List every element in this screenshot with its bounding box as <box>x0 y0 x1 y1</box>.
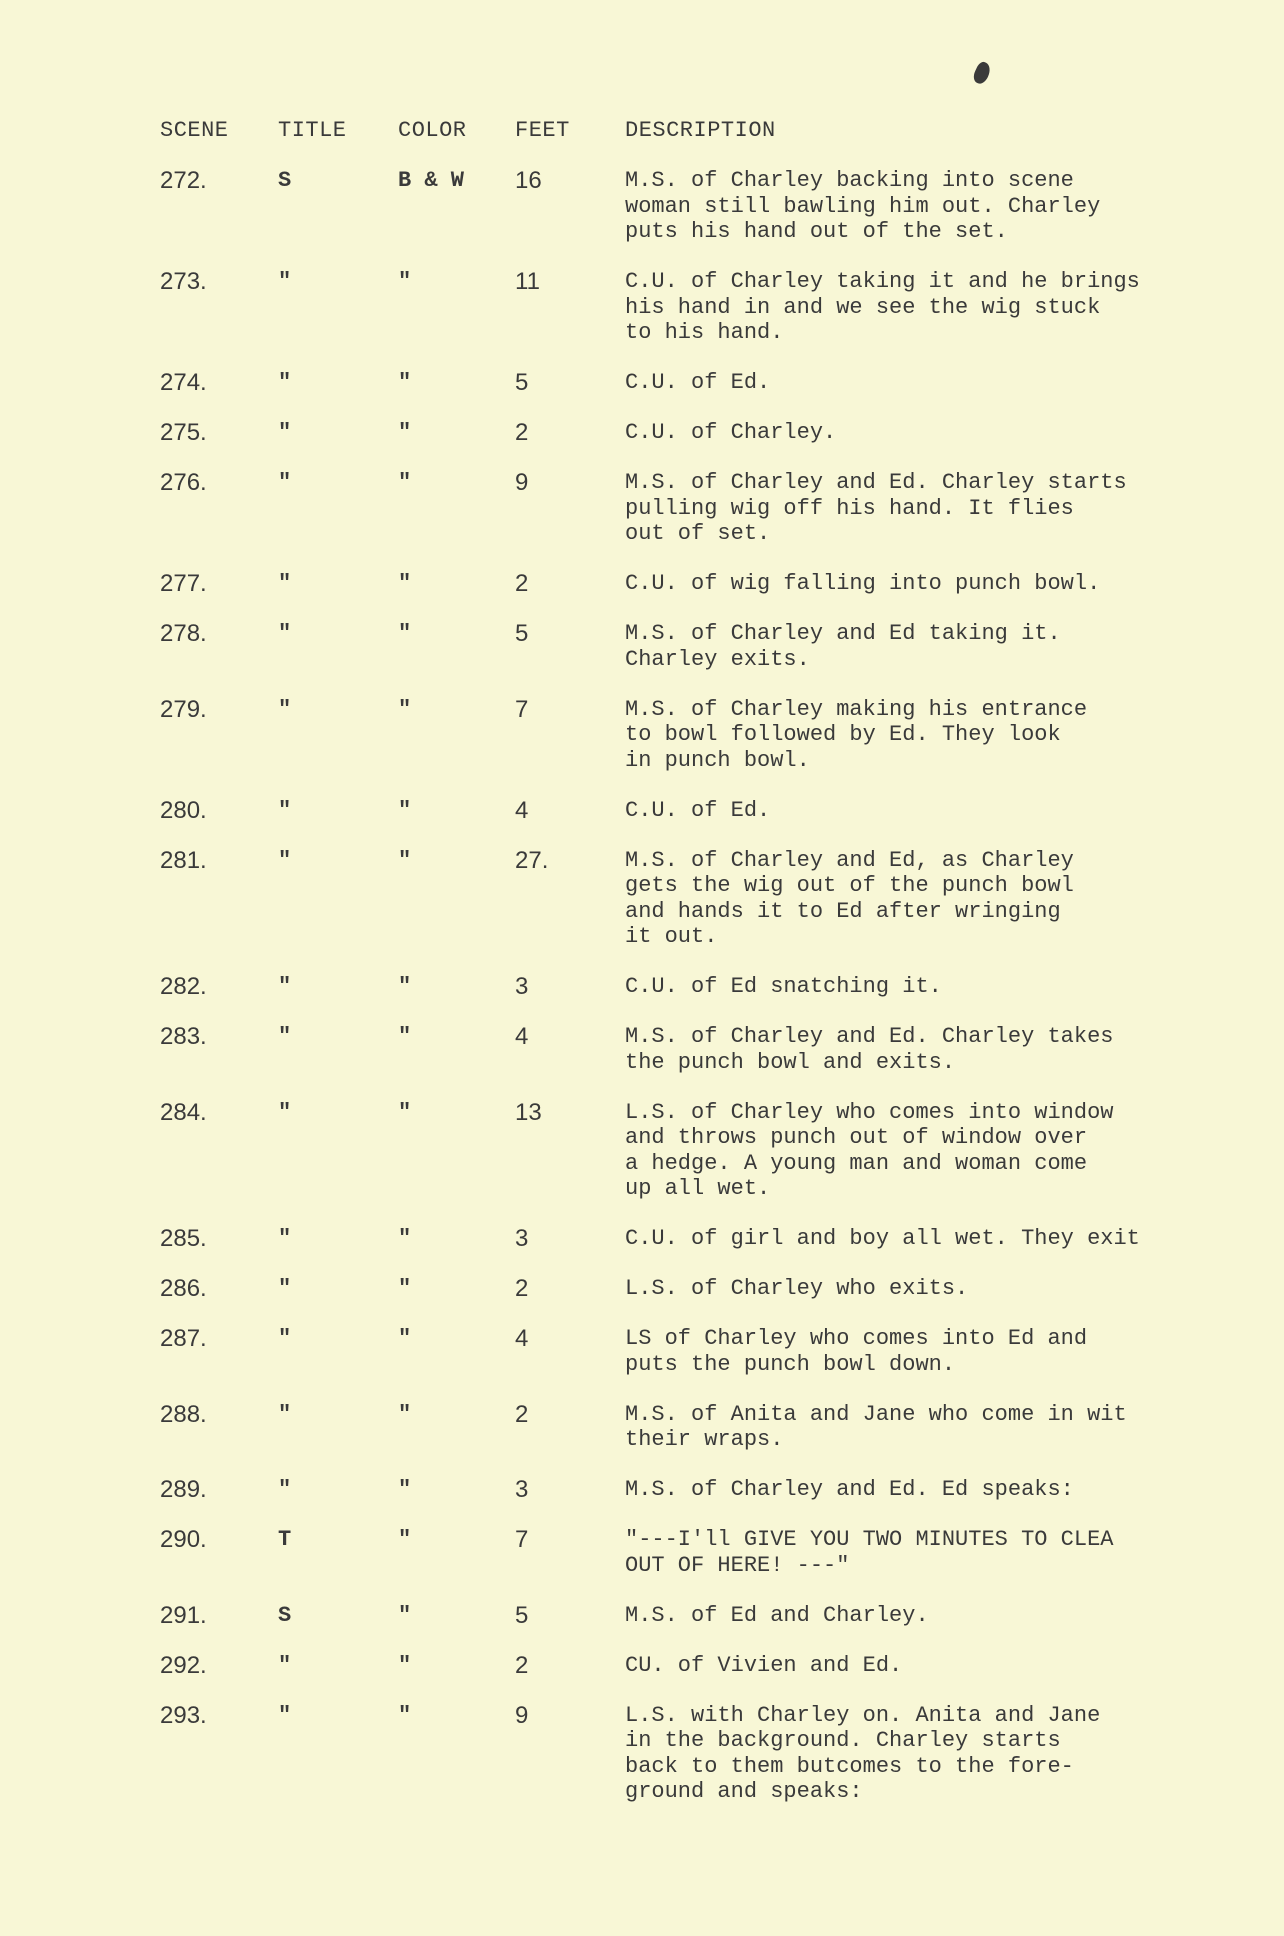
scene-description: M.S. of Ed and Charley. <box>625 1602 929 1628</box>
color-code: " <box>398 571 412 596</box>
scene-row <box>0 168 1284 245</box>
feet-count: 7 <box>515 1526 529 1553</box>
title-code: " <box>278 1702 292 1728</box>
feet-count: 11 <box>515 268 540 295</box>
scene-row <box>0 1100 1284 1202</box>
title-code: " <box>278 696 292 722</box>
feet-count: 2 <box>515 1651 529 1679</box>
color-code: " <box>398 847 412 873</box>
scene-number: 276. <box>160 469 207 496</box>
feet-count: 3 <box>515 973 529 1000</box>
color-code: " <box>398 797 412 823</box>
feet-count: 4 <box>515 796 529 824</box>
scene-row <box>0 1603 1284 1629</box>
color-code: " <box>398 370 412 395</box>
scene-description: M.S. of Charley and Ed, as Charley gets the wig out of the punch bowl and hands it to Ed after wringing it out. <box>625 847 1074 949</box>
scene-number: 273. <box>160 268 207 295</box>
color-code: " <box>398 269 412 294</box>
scene-number: 288. <box>160 1400 207 1428</box>
scene-number: 284. <box>160 1098 207 1126</box>
feet-count: 5 <box>515 620 529 647</box>
title-code: " <box>278 847 292 873</box>
header-feet: FEET <box>515 118 570 143</box>
scene-description: LS of Charley who comes into Ed and puts the punch bowl down. <box>625 1326 1088 1377</box>
scene-number: 280. <box>160 796 207 824</box>
scene-description: "---I'll GIVE YOU TWO MINUTES TO CLEA OUT OF HERE! ---" <box>625 1527 1114 1578</box>
scene-number: 277. <box>160 570 207 597</box>
scene-description: C.U. of Ed. <box>625 797 771 823</box>
title-code: " <box>278 269 292 294</box>
feet-count: 2 <box>515 1275 529 1302</box>
column-header <box>0 118 1284 158</box>
scene-row <box>0 1276 1284 1302</box>
header-description: DESCRIPTION <box>625 118 776 143</box>
feet-count: 4 <box>515 1325 529 1352</box>
scene-description: C.U. of wig falling into punch bowl. <box>625 571 1101 596</box>
scene-description: L.S. of Charley who comes into window and throws punch out of window over a hedge. A young man and woman come up all wet. <box>625 1099 1114 1201</box>
title-code: " <box>278 1652 292 1678</box>
scene-number: 279. <box>160 695 207 723</box>
scene-row <box>0 1703 1284 1805</box>
scene-description: C.U. of Ed. <box>625 370 771 395</box>
scene-number: 293. <box>160 1701 207 1729</box>
scene-row <box>0 571 1284 597</box>
ink-mark <box>971 60 993 86</box>
scene-description: C.U. of Charley. <box>625 420 837 445</box>
scene-number: 275. <box>160 419 207 446</box>
color-code: " <box>398 1226 412 1251</box>
scene-description: M.S. of Charley backing into scene woman still bawling him out. Charley puts his hand out of the set. <box>625 168 1101 244</box>
scene-description: CU. of Vivien and Ed. <box>625 1652 903 1678</box>
title-code: " <box>278 1401 292 1427</box>
scene-description: M.S. of Charley and Ed. Charley takes the punch bowl and exits. <box>625 1024 1114 1075</box>
title-code: S <box>278 1602 292 1628</box>
scene-number: 272. <box>160 167 207 194</box>
header-scene: SCENE <box>160 118 229 143</box>
header-title: TITLE <box>278 118 347 143</box>
title-code: " <box>278 974 292 999</box>
scene-number: 274. <box>160 369 207 396</box>
title-code: " <box>278 470 292 495</box>
color-code: " <box>398 1652 412 1678</box>
color-code: B & W <box>398 168 465 193</box>
title-code: " <box>278 1276 292 1301</box>
color-code: " <box>398 1602 412 1628</box>
scene-number: 281. <box>160 846 207 874</box>
color-code: " <box>398 621 412 646</box>
color-code: " <box>398 1024 412 1049</box>
scene-row <box>0 1527 1284 1578</box>
feet-count: 5 <box>515 369 529 396</box>
scene-row <box>0 974 1284 1000</box>
scene-row <box>0 697 1284 774</box>
color-code: " <box>398 1527 412 1552</box>
scene-description: C.U. of Charley taking it and he brings his hand in and we see the wig stuck to his hand. <box>625 269 1140 345</box>
feet-count: 16 <box>515 167 542 194</box>
feet-count: 5 <box>515 1601 529 1629</box>
color-code: " <box>398 470 412 495</box>
color-code: " <box>398 696 412 722</box>
title-code: " <box>278 420 292 445</box>
feet-count: 3 <box>515 1476 529 1503</box>
scene-row <box>0 1024 1284 1075</box>
color-code: " <box>398 1326 412 1351</box>
feet-count: 4 <box>515 1023 529 1050</box>
color-code: " <box>398 1276 412 1301</box>
scene-description: M.S. of Charley making his entrance to bowl followed by Ed. They look in punch bowl. <box>625 696 1088 773</box>
feet-count: 7 <box>515 695 529 723</box>
title-code: " <box>278 1099 292 1125</box>
color-code: " <box>398 420 412 445</box>
color-code: " <box>398 1099 412 1125</box>
title-code: " <box>278 797 292 823</box>
scene-number: 285. <box>160 1225 207 1252</box>
title-code: S <box>278 168 292 193</box>
scene-description: M.S. of Charley and Ed taking it. Charley exits. <box>625 621 1061 672</box>
feet-count: 2 <box>515 1400 529 1428</box>
header-color: COLOR <box>398 118 467 143</box>
title-code: " <box>278 370 292 395</box>
scene-row <box>0 420 1284 446</box>
scene-description: L.S. of Charley who exits. <box>625 1276 969 1301</box>
feet-count: 2 <box>515 419 529 446</box>
scene-number: 282. <box>160 973 207 1000</box>
scene-number: 290. <box>160 1526 207 1553</box>
scene-row <box>0 848 1284 950</box>
title-code: T <box>278 1527 292 1552</box>
color-code: " <box>398 1702 412 1728</box>
scene-row <box>0 1326 1284 1377</box>
scene-number: 289. <box>160 1476 207 1503</box>
title-code: " <box>278 571 292 596</box>
title-code: " <box>278 1226 292 1251</box>
scene-row <box>0 1653 1284 1679</box>
feet-count: 13 <box>515 1098 542 1126</box>
feet-count: 9 <box>515 469 529 496</box>
scene-row <box>0 269 1284 346</box>
scene-description: M.S. of Anita and Jane who come in wit their wraps. <box>625 1401 1127 1452</box>
scene-number: 278. <box>160 620 207 647</box>
color-code: " <box>398 1401 412 1427</box>
scene-description: C.U. of girl and boy all wet. They exit <box>625 1226 1140 1251</box>
title-code: " <box>278 1477 292 1502</box>
scene-row <box>0 798 1284 824</box>
title-code: " <box>278 1024 292 1049</box>
scene-row <box>0 621 1284 672</box>
feet-count: 3 <box>515 1225 529 1252</box>
scene-number: 286. <box>160 1275 207 1302</box>
scene-row <box>0 370 1284 396</box>
feet-count: 27. <box>515 846 549 874</box>
color-code: " <box>398 974 412 999</box>
scene-description: M.S. of Charley and Ed. Charley starts pulling wig off his hand. It flies out of set. <box>625 470 1127 546</box>
color-code: " <box>398 1477 412 1502</box>
scene-row <box>0 1477 1284 1503</box>
scene-number: 292. <box>160 1651 207 1679</box>
scene-row <box>0 1226 1284 1252</box>
feet-count: 2 <box>515 570 529 597</box>
scene-number: 287. <box>160 1325 207 1352</box>
title-code: " <box>278 621 292 646</box>
title-code: " <box>278 1326 292 1351</box>
scene-description: M.S. of Charley and Ed. Ed speaks: <box>625 1477 1074 1502</box>
scene-row <box>0 470 1284 547</box>
scene-number: 291. <box>160 1601 207 1629</box>
scene-description: C.U. of Ed snatching it. <box>625 974 942 999</box>
scene-number: 283. <box>160 1023 207 1050</box>
scene-description: L.S. with Charley on. Anita and Jane in the background. Charley starts back to them butcomes to the fore- ground and speaks: <box>625 1702 1101 1804</box>
feet-count: 9 <box>515 1701 529 1729</box>
scene-row <box>0 1402 1284 1453</box>
